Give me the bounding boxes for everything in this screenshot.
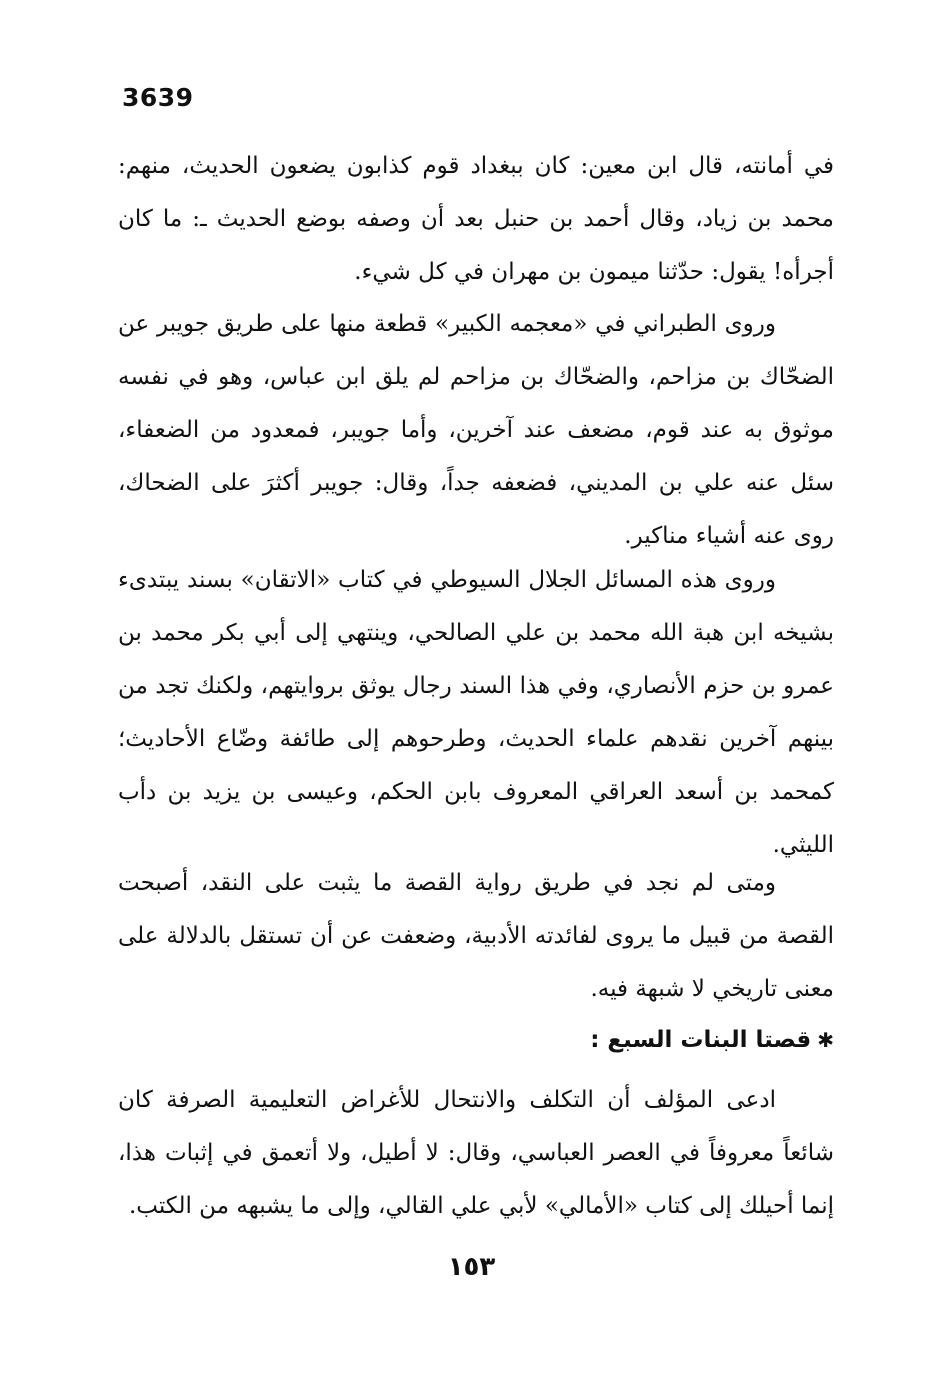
archive-number: 3639 [122,83,194,112]
section-heading [590,1020,834,1060]
paragraph-criticism [118,857,834,1016]
paragraph-tabarani [118,298,834,563]
paragraph-continuation [118,140,834,299]
paragraph-text: وروى هذه المسائل الجلال السيوطي في كتاب «الاتقان» بسند يبتدىء بشيخه ابن هبة الله محمد بن علي الصالحي، وينتهي إلى أبي بكر محمد بن عمرو بن حزم الأنصاري، وفي هذا السند رجال يوثق بروايتهم، ولكنك تجد من بينهم آخرين نقدهم علماء الحديث، وطرحوهم إلى طائفة وضّاع الأحاديث؛ كمحمد بن أسعد العراقي المعروف بابن الحكم، وعيسى بن يزيد بن دأب الليثي. [118,567,834,858]
section-heading-text: قصتا البنات السبع : [590,1027,812,1053]
paragraph-text: ادعى المؤلف أن التكلف والانتحال للأغراض التعليمية الصرفة كان شائعاً معروفاً في العصر العباسي، وقال: لا أطيل، ولا أتعمق في إثبات هذا، إنما أحيلك إلى كتاب «الأمالي» لأبي علي القالي، وإلى ما يشبهه من الكتب. [118,1087,834,1219]
paragraph-text: وروى الطبراني في «معجمه الكبير» قطعة منها على طريق جويبر عن الضحّاك بن مزاحم، والضحّاك بن مزاحم لم يلق ابن عباس، وهو في نفسه موثوق به عند قوم، مضعف عند آخرين، وأما جويبر، فمعدود من الضعفاء، سئل عنه علي بن المديني، فضعفه جداً، وقال: جويبر أكثرَ على الضحاك، روى عنه أشياء مناكير. [118,311,834,549]
paragraph-text: في أمانته، قال ابن معين: كان ببغداد قوم كذابون يضعون الحديث، منهم: محمد بن زياد، وقال أحمد بن حنبل بعد أن وصفه بوضع الحديث ـ: ما كان أجرأه! يقول: حدّثنا ميمون بن مهران في كل شيء. [118,153,834,285]
paragraph-amali [118,1074,834,1233]
asterisk-icon: ✱ [817,1028,834,1052]
paragraph-text: ومتى لم نجد في طريق رواية القصة ما يثبت على النقد، أصبحت القصة من قبيل ما يروى لفائدته الأدبية، وضعفت عن أن تستقل بالدلالة على معنى تاريخي لا شبهة فيه. [118,870,834,1002]
page-number: ١٥٣ [447,1252,496,1282]
paragraph-suyuti [118,554,834,872]
